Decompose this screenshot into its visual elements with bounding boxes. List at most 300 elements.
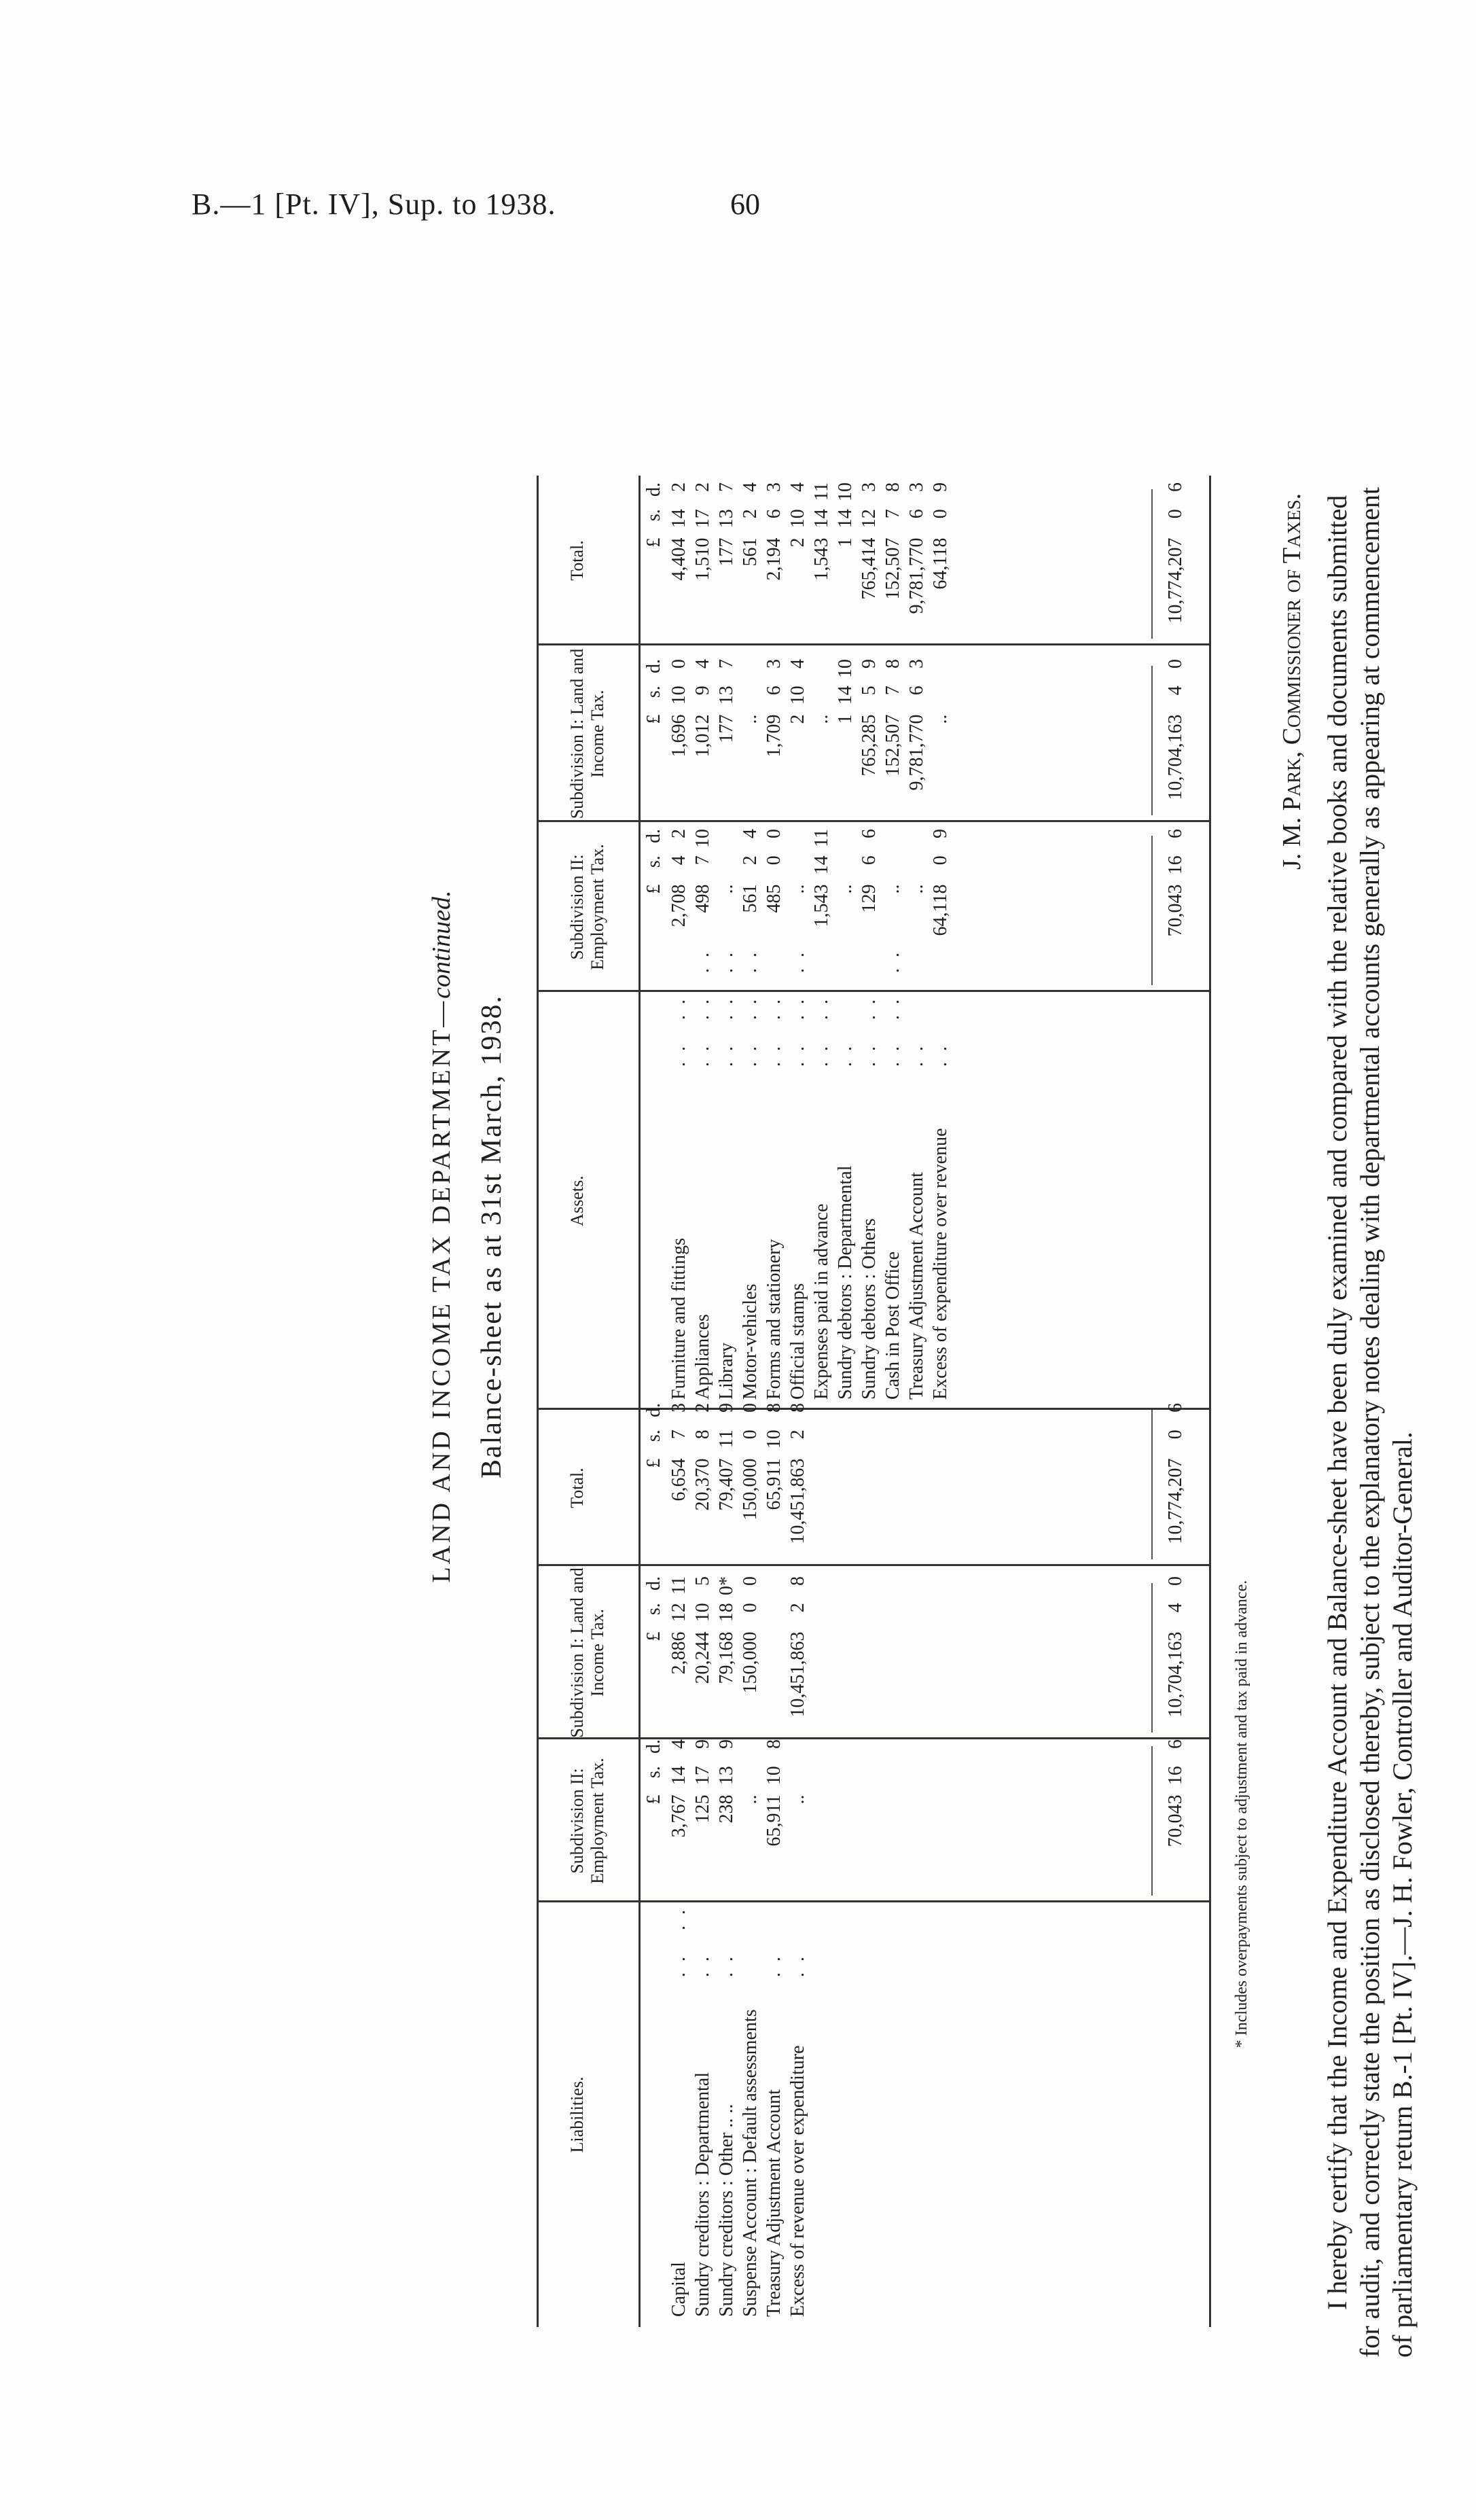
unit-label: s.: [643, 509, 664, 522]
unit-label: s.: [643, 1603, 664, 1616]
unit-label: s.: [643, 1766, 664, 1779]
amount-part: 9: [930, 829, 951, 838]
unit-label: s.: [643, 1430, 664, 1442]
liabilities-row-label: Treasury Adjustment Account: [763, 2089, 785, 2317]
amount-part: [881, 829, 905, 855]
unit-row: [642, 1739, 666, 1902]
amount-part: [786, 1766, 810, 1794]
amount-part: [929, 659, 952, 686]
assets-sub2-value: [905, 829, 929, 992]
column-rule: [537, 1900, 1209, 1902]
amount-part: ..: [882, 884, 903, 894]
commissioner-signature: J. M. Park, Commissioner of Taxes.: [1278, 493, 1306, 870]
leader-dots: .. .. ..: [716, 942, 737, 1067]
assets-total-value: [667, 482, 691, 645]
amount-part: 4: [1165, 1603, 1186, 1613]
liabilities-total-value: [786, 1403, 810, 1566]
amount-part: 2,194: [763, 537, 785, 581]
liabilities-total-value: [738, 1403, 762, 1566]
amount-part: 13: [716, 686, 737, 705]
amount-part: [786, 1739, 810, 1766]
amount-part: 1,543: [811, 884, 832, 927]
amount-part: ..: [740, 1794, 761, 1805]
amount-part: 8: [882, 482, 903, 492]
amount-part: 10,774,207: [1165, 1458, 1186, 1544]
total-rule: [1151, 1410, 1153, 1559]
amount-part: 7: [882, 509, 903, 519]
amount-part: 11: [811, 829, 832, 847]
amount-part: 1,510: [692, 537, 713, 581]
amount-part: 9: [692, 1739, 713, 1749]
leader-dots: ..: [692, 1946, 713, 1977]
liab_totals-total-sub2: [1164, 1739, 1187, 1902]
leader-dots: .. ..: [859, 989, 880, 1067]
amount-part: 3: [906, 659, 927, 669]
amount-part: 18: [716, 1603, 737, 1622]
column-rule: [537, 1737, 1209, 1739]
amount-part: 0: [930, 509, 951, 519]
assets-sub1-value: [715, 659, 738, 822]
amount-part: 4: [787, 659, 808, 669]
assets-total-value: [857, 482, 881, 645]
total-rule: [1151, 1746, 1153, 1896]
balance-sheet-subtitle: Balance-sheet as at 31st March, 1938.: [476, 995, 507, 1478]
unit-label: d.: [643, 659, 664, 673]
amount-part: 2: [740, 509, 761, 519]
assets-sub2-value: [691, 829, 715, 992]
amount-part: ..: [740, 714, 761, 724]
amount-part: 4: [692, 659, 713, 669]
asset-header-0: Assets.: [567, 1175, 587, 1226]
amount-part: 7: [692, 855, 713, 866]
liabilities-sub1-value: [667, 1576, 691, 1739]
unit-label: £: [643, 884, 664, 894]
liab_totals-total-total: [1164, 1403, 1187, 1566]
total-rule: [1151, 489, 1153, 639]
amount-part: 2: [787, 714, 808, 724]
rotated-page-content: [251, 116, 1418, 2358]
amount-part: [715, 829, 738, 855]
liabilities-sub1-value: [738, 1576, 762, 1739]
amount-part: 4,404: [668, 537, 689, 581]
amount-part: 0: [763, 855, 785, 866]
footnote: * Includes overpayments subject to adjustment and tax paid in advance.: [1233, 1580, 1250, 2048]
amount-part: 125: [692, 1794, 713, 1824]
asset-header-3: Total.: [567, 540, 587, 581]
amount-part: 13: [716, 1766, 737, 1786]
amount-part: 2: [668, 482, 689, 492]
amount-part: 14: [811, 509, 832, 529]
table-bottom-rule: [1209, 476, 1211, 2327]
amount-part: 3,767: [668, 1794, 689, 1838]
assets-row-label: Appliances: [692, 1314, 713, 1400]
assets-sub2-value: [833, 829, 857, 992]
amount-part: 10,704,163: [1165, 714, 1186, 800]
amount-part: 0: [740, 1403, 761, 1413]
unit-row: [642, 659, 666, 822]
liab-header-2: Subdivision I: Land and Income Tax.: [567, 1567, 607, 1738]
amount-part: 2: [787, 1603, 808, 1613]
assets-row-label: Excess of expenditure over revenue: [930, 1128, 951, 1400]
amount-part: 561: [740, 884, 761, 913]
unit-label: d.: [643, 829, 664, 843]
amount-part: 1,696: [668, 714, 689, 758]
amount-part: 238: [716, 1794, 737, 1824]
amount-part: 10,704,163: [1165, 1631, 1186, 1718]
amount-part: ..: [787, 1794, 808, 1805]
assets-total-value: [929, 482, 952, 645]
assets-total-value: [833, 482, 857, 645]
leader-dots: .. .. ..: [882, 942, 903, 1067]
leader-dots: ..: [787, 1946, 808, 1977]
amount-part: 2: [740, 855, 761, 866]
amount-part: [881, 855, 905, 884]
amount-part: 1,012: [692, 714, 713, 758]
liab-header-3: Total.: [567, 1468, 587, 1508]
certification-line-2: for audit, and correctly state the position as disclosed thereby, subject to the explanatory notes dealing with departmental accounts generally as appearing at commencement: [1354, 486, 1385, 2358]
page-number: 60: [730, 188, 760, 221]
amount-part: 8: [882, 659, 903, 669]
amount-part: [786, 829, 810, 855]
amount-part: 0: [1165, 1576, 1186, 1586]
unit-label: £: [643, 1631, 664, 1641]
assets-sub1-value: [667, 659, 691, 822]
amount-part: 765,414: [859, 537, 880, 600]
amount-part: 4: [668, 855, 689, 866]
liabilities-sub2-value: [738, 1739, 762, 1902]
page-header-ref: B.—1 [Pt. IV], Sup. to 1938.: [192, 188, 556, 221]
amount-part: 4: [740, 829, 761, 838]
amount-part: 177: [716, 537, 737, 567]
column-rule: [537, 1564, 1209, 1566]
amount-part: 9: [716, 1403, 737, 1413]
amount-part: 150,000: [740, 1458, 761, 1521]
asset-header-2: Subdivision I: Land and Income Tax.: [567, 648, 607, 819]
assets-row-label: Motor-vehicles: [740, 1283, 761, 1400]
unit-row: [642, 829, 666, 992]
assets-sub2-value: [881, 829, 905, 992]
assets-total-value: [810, 482, 833, 645]
assets-row-label: Treasury Adjustment Account: [906, 1172, 927, 1400]
amount-part: 14: [668, 509, 689, 529]
assets-sub1-value: [762, 659, 786, 822]
amount-part: 3: [906, 482, 927, 492]
amount-part: 6: [763, 509, 785, 519]
assets-sub2-value: [738, 829, 762, 992]
assets-row-label: Sundry debtors : Others: [859, 1218, 880, 1400]
amount-part: 10: [787, 509, 808, 529]
assets-row-label: Library: [716, 1343, 737, 1400]
amount-part: 10: [668, 686, 689, 705]
amount-part: 65,911: [763, 1794, 785, 1847]
amount-part: [833, 829, 857, 855]
amount-part: 6: [1165, 829, 1186, 838]
amount-part: 7: [716, 482, 737, 492]
leader-dots: .. ..: [763, 989, 785, 1067]
amount-part: 10,451,863: [787, 1631, 808, 1718]
assets-row-label: Forms and stationery: [763, 1239, 785, 1400]
liabilities-sub1-value: [691, 1576, 715, 1739]
amount-part: 561: [740, 537, 761, 567]
liabilities-row-label: Suspense Account : Default assessments: [740, 2009, 761, 2317]
amount-part: 3: [763, 659, 785, 669]
amount-part: 11: [716, 1430, 737, 1449]
assets-sub1-value: [738, 659, 762, 822]
liabilities-sub2-value: [786, 1739, 810, 1902]
amount-part: 12: [859, 509, 880, 529]
liabilities-total-value: [691, 1403, 715, 1566]
liabilities-row-label: Capital: [668, 2262, 689, 2317]
amount-part: 4: [787, 482, 808, 492]
amount-part: 150,000: [740, 1631, 761, 1694]
amount-part: 8: [787, 1576, 808, 1586]
amount-part: [929, 686, 952, 714]
unit-label: s.: [643, 686, 664, 698]
amount-part: 64,118: [930, 884, 951, 936]
liabilities-total-value: [715, 1403, 738, 1566]
amount-part: 79,407: [716, 1458, 737, 1511]
amount-part: 6: [906, 686, 927, 696]
assets-sub1-value: [786, 659, 810, 822]
amount-part: 16: [1165, 1766, 1186, 1786]
amount-part: 79,168: [716, 1631, 737, 1684]
asset_totals-total-total: [1164, 482, 1187, 645]
amount-part: 14: [811, 855, 832, 875]
liabilities-sub2-value: [762, 1739, 786, 1902]
assets-sub1-value: [833, 659, 857, 822]
amount-part: 485: [763, 884, 785, 913]
assets-sub2-value: [786, 829, 810, 992]
total-rule: [1151, 666, 1153, 815]
liabilities-row-label: Excess of revenue over expenditure: [787, 2045, 808, 2317]
amount-part: 0*: [716, 1576, 737, 1595]
certification-line-1: I hereby certify that the Income and Expenditure Account and Balance-sheet have been duly examined and compared with the relative books and documents submitted: [1322, 495, 1352, 2310]
amount-part: 6: [1165, 482, 1186, 492]
amount-part: 0: [740, 1430, 761, 1440]
amount-part: 7: [716, 659, 737, 669]
unit-row: [642, 482, 666, 645]
amount-part: 4: [668, 1739, 689, 1749]
amount-part: 1,543: [811, 537, 832, 581]
assets-sub1-value: [691, 659, 715, 822]
amount-part: [738, 1739, 762, 1766]
amount-part: 1: [835, 537, 856, 548]
amount-part: 0: [668, 659, 689, 669]
amount-part: 10: [692, 1603, 713, 1622]
amount-part: 0: [763, 829, 785, 838]
liabilities-sub2-value: [715, 1739, 738, 1902]
assets-row-label: Sundry debtors : Departmental: [835, 1165, 856, 1400]
amount-part: 9,781,770: [906, 537, 927, 614]
amount-part: 10: [835, 482, 856, 501]
leader-dots: ..: [906, 1035, 927, 1067]
amount-part: 10: [763, 1766, 785, 1786]
unit-label: d.: [643, 1576, 664, 1591]
assets-total-value: [762, 482, 786, 645]
amount-part: 3: [859, 482, 880, 492]
amount-part: 70,043: [1165, 884, 1186, 937]
amount-part: 9: [716, 1739, 737, 1749]
amount-part: 9: [930, 482, 951, 492]
amount-part: 0: [740, 1576, 761, 1586]
unit-label: £: [643, 1794, 664, 1805]
leader-dots: ..: [835, 1035, 856, 1067]
amount-part: 2,708: [668, 884, 689, 927]
unit-label: d.: [643, 482, 664, 497]
amount-part: [738, 1766, 762, 1794]
amount-part: 177: [716, 714, 737, 743]
asset-header-1: Subdivision II: Employment Tax.: [567, 844, 607, 970]
amount-part: [786, 855, 810, 884]
amount-part: 4: [740, 482, 761, 492]
liab-header-1: Subdivision II: Employment Tax.: [567, 1758, 607, 1884]
amount-part: 6: [1165, 1403, 1186, 1413]
amount-part: [810, 659, 833, 686]
amount-part: 14: [835, 509, 856, 529]
leader-dots: .. .. ..: [740, 942, 761, 1067]
amount-part: 10: [787, 686, 808, 705]
amount-part: 9,781,770: [906, 714, 927, 791]
assets-total-value: [786, 482, 810, 645]
assets-total-value: [881, 482, 905, 645]
amount-part: 0: [1165, 659, 1186, 669]
assets-sub2-value: [929, 829, 952, 992]
amount-part: 65,911: [763, 1458, 785, 1510]
amount-part: [715, 855, 738, 884]
assets-sub1-value: [881, 659, 905, 822]
amount-part: 1: [835, 714, 856, 724]
liabilities-total-value: [762, 1403, 786, 1566]
liabilities-sub2-value: [691, 1739, 715, 1902]
unit-label: s.: [643, 855, 664, 868]
assets-sub2-value: [715, 829, 738, 992]
assets-total-value: [715, 482, 738, 645]
amount-part: 2: [692, 1403, 713, 1413]
amount-part: 152,507: [882, 537, 903, 600]
amount-part: 17: [692, 1766, 713, 1786]
amount-part: [905, 855, 929, 884]
amount-part: 20,244: [692, 1631, 713, 1684]
amount-part: 10,774,207: [1165, 537, 1186, 624]
amount-part: [738, 686, 762, 714]
unit-row: [642, 1576, 666, 1739]
header-rule: [638, 476, 641, 2327]
amount-part: ..: [787, 884, 808, 894]
amount-part: 14: [668, 1766, 689, 1786]
amount-part: 6: [859, 855, 880, 866]
amount-part: ..: [906, 884, 927, 894]
liabilities-row-label: Sundry creditors : Departmental: [692, 2072, 713, 2317]
assets-sub1-value: [929, 659, 952, 822]
amount-part: 10: [763, 1430, 785, 1449]
total-rule: [1151, 1583, 1153, 1733]
amount-part: 16: [1165, 855, 1186, 875]
unit-label: d.: [643, 1739, 664, 1754]
assets-row-label: Official stamps: [787, 1283, 808, 1400]
assets-sub1-value: [857, 659, 881, 822]
leader-dots: ..: [716, 1946, 737, 1977]
liab_totals-total-sub1: [1164, 1576, 1187, 1739]
amount-part: ..: [811, 714, 832, 724]
amount-part: 10,451,863: [787, 1458, 808, 1544]
amount-part: 0: [1165, 1430, 1186, 1440]
amount-part: 3: [763, 482, 785, 492]
leader-dots: .. ..: [668, 1899, 689, 1977]
amount-part: 6: [1165, 1739, 1186, 1749]
liab-header-0: Liabilities.: [567, 2076, 587, 2153]
unit-label: £: [643, 714, 664, 724]
asset_totals-total-sub1: [1164, 659, 1187, 822]
amount-part: 20,370: [692, 1458, 713, 1511]
amount-part: 17: [692, 509, 713, 529]
amount-part: 8: [787, 1403, 808, 1413]
assets-sub2-value: [857, 829, 881, 992]
assets-row-label: Furniture and fittings: [668, 1238, 689, 1400]
assets-total-value: [691, 482, 715, 645]
unit-label: d.: [643, 1403, 664, 1417]
amount-part: 14: [835, 686, 856, 705]
amount-part: 10: [692, 829, 713, 848]
amount-part: [833, 855, 857, 884]
liabilities-sub2-value: [667, 1739, 691, 1902]
amount-part: 12: [668, 1603, 689, 1622]
amount-part: [738, 659, 762, 686]
assets-row-label: Cash in Post Office: [882, 1251, 903, 1400]
leader-dots: ..: [763, 1946, 785, 1977]
amount-part: 7: [668, 1430, 689, 1440]
amount-part: 2: [787, 537, 808, 548]
certification-line-3: of parliamentary return B.-1 [Pt. IV].—J. H. Fowler, Controller and Auditor-General.: [1387, 1432, 1418, 2358]
amount-part: 2: [692, 482, 713, 492]
amount-part: 3: [668, 1403, 689, 1413]
amount-part: 129: [859, 884, 880, 913]
amount-part: 0: [1165, 509, 1186, 519]
amount-part: 8: [763, 1739, 785, 1749]
assets-sub1-value: [905, 659, 929, 822]
total-rule: [1151, 836, 1153, 985]
asset_totals-total-sub2: [1164, 829, 1187, 992]
assets-sub1-value: [810, 659, 833, 822]
assets-sub2-value: [810, 829, 833, 992]
liabilities-row-label: Sundry creditors : Other .. ..: [716, 2104, 737, 2317]
leader-dots: ..: [930, 1035, 951, 1067]
assets-total-value: [738, 482, 762, 645]
amount-part: 8: [692, 1430, 713, 1440]
leader-dots: .. .. ..: [692, 942, 713, 1067]
amount-part: 2: [668, 829, 689, 838]
amount-part: 5: [859, 686, 880, 696]
amount-part: 6: [763, 686, 785, 696]
amount-part: 8: [763, 1403, 785, 1413]
assets-sub2-value: [762, 829, 786, 992]
amount-part: ..: [835, 884, 856, 894]
amount-part: 9: [692, 686, 713, 696]
leader-dots: .. ..: [668, 989, 689, 1067]
amount-part: [905, 829, 929, 855]
table-top-rule: [537, 476, 539, 2327]
amount-part: 70,043: [1165, 1794, 1186, 1847]
amount-part: 2,886: [668, 1631, 689, 1675]
amount-part: 11: [668, 1576, 689, 1595]
amount-part: 0: [930, 855, 951, 866]
amount-part: 6: [859, 829, 880, 838]
amount-part: 9: [859, 659, 880, 669]
amount-part: ..: [930, 714, 951, 724]
amount-part: 2: [787, 1430, 808, 1440]
amount-part: 6: [906, 509, 927, 519]
liabilities-sub1-value: [786, 1576, 810, 1739]
amount-part: 13: [716, 509, 737, 529]
